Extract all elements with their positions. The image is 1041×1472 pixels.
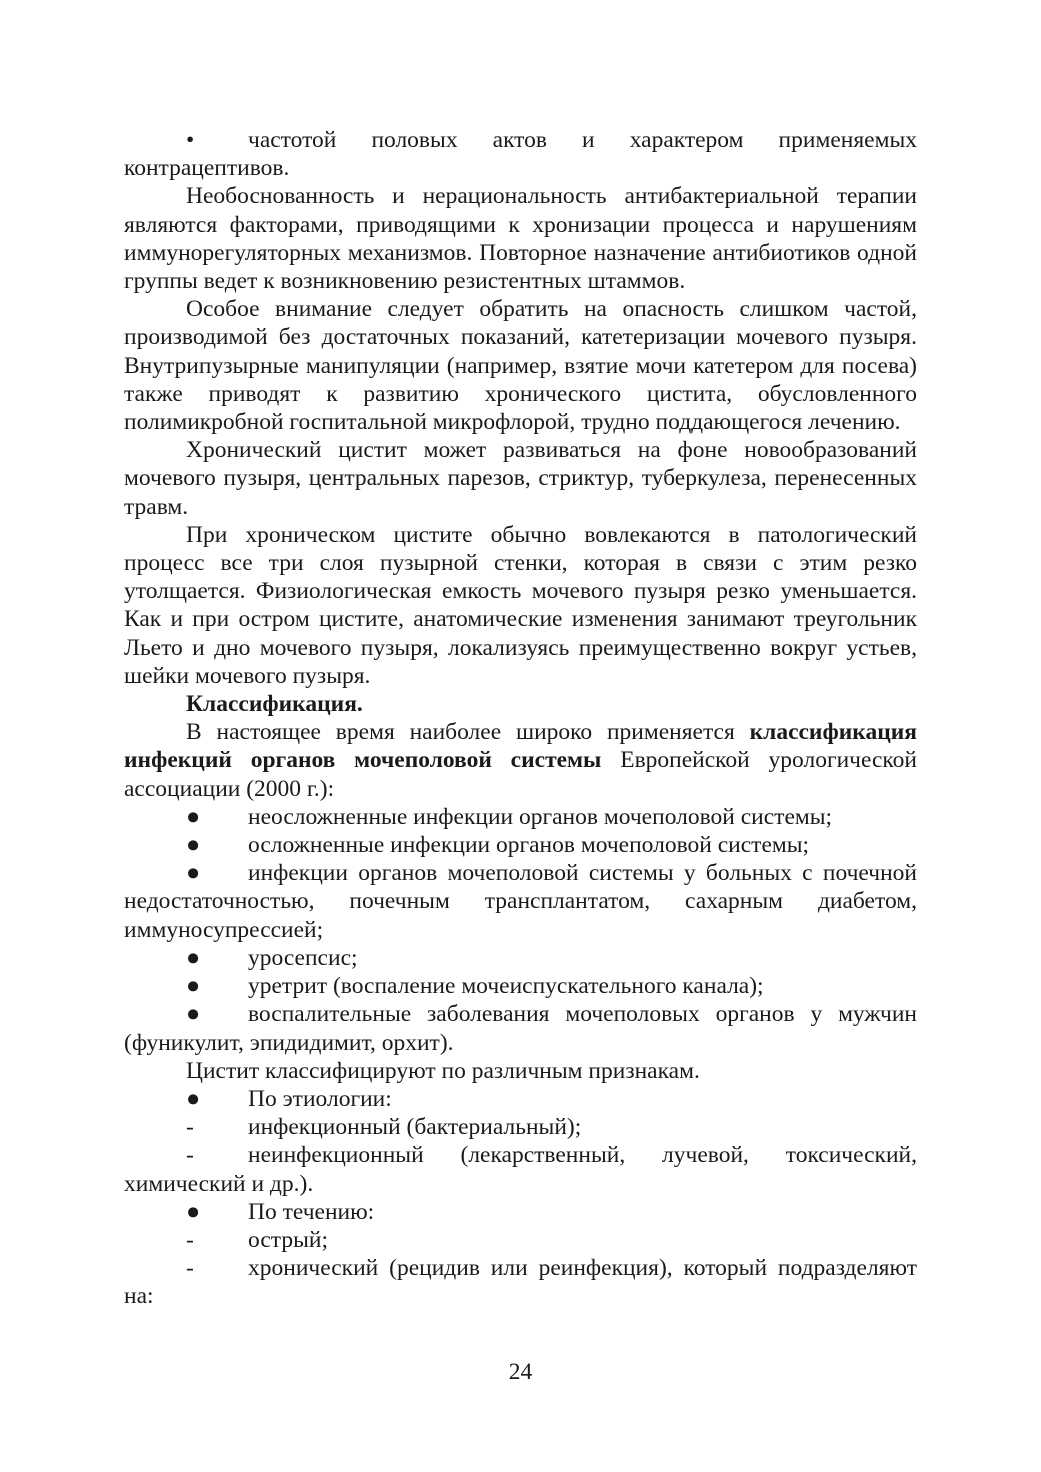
- paragraph-text: В настоящее время наиболее широко применяется: [186, 719, 750, 746]
- dash-item: [124, 1141, 917, 1197]
- dash-text: неинфекционный (лекарственный, лучевой, токсический, химический и др.).: [124, 1142, 917, 1197]
- bullet-item: [124, 972, 917, 1000]
- dash-item: [124, 1254, 917, 1310]
- dash-text: острый;: [248, 1226, 328, 1253]
- paragraph: [124, 718, 917, 803]
- bullet-marker: ●: [186, 1001, 201, 1028]
- bullet-text: воспалительные заболевания мочеполовых органов у мужчин (фуникулит, эпидидимит, орхит).: [124, 1001, 917, 1056]
- bullet-item: [124, 1198, 917, 1226]
- bullet-text: инфекции органов мочеполовой системы у больных с почечной недостаточностью, почечным трансплантатом, сахарным диабетом, иммуносупрессией;: [124, 860, 917, 943]
- document-page: [124, 126, 917, 1311]
- dash-marker: -: [186, 1114, 194, 1141]
- bullet-item: [124, 803, 917, 831]
- bullet-text: неосложненные инфекции органов мочеполовой системы;: [248, 803, 833, 830]
- bullet-marker: ●: [186, 803, 201, 830]
- bullet-marker: ●: [186, 944, 201, 971]
- bullet-marker: •: [186, 127, 195, 153]
- bullet-item: [124, 859, 917, 944]
- bullet-text: По течению:: [248, 1198, 375, 1225]
- paragraph: Необоснованность и нерациональность антибактериальной терапии являются факторами, приводящими к хронизации процесса и нарушениям иммунорегуляторных механизмов. Повторное назначение антибиотиков одной группы ведет к возникновению резистентных штаммов.: [124, 183, 917, 295]
- dash-text: хронический (рецидив или реинфекция), который подразделяют на:: [124, 1255, 917, 1310]
- bullet-text: уретрит (воспаление мочеиспускательного канала);: [248, 973, 764, 1000]
- bold-term: классификация инфекций органов мочеполовой системы: [124, 719, 917, 774]
- bullet-text: По этиологии:: [248, 1085, 392, 1112]
- bullet-text: осложненные инфекции органов мочеполовой системы;: [248, 832, 810, 859]
- dash-text: инфекционный (бактериальный);: [248, 1114, 582, 1141]
- dash-marker: -: [186, 1226, 194, 1253]
- paragraph: При хроническом цистите обычно вовлекаются в патологический процесс все три слоя пузырной стенки, которая в связи с этим резко утолщается. Физиологическая емкость мочевого пузыря резко уменьшается. Как и при остром цистите, анатомические изменения занимают треугольник Льето и дно мочевого пузыря, локализуясь преимущественно вокруг устьев, шейки мочевого пузыря.: [124, 521, 917, 689]
- bullet-marker: ●: [186, 973, 201, 1000]
- bullet-item: [124, 1000, 917, 1056]
- bullet-marker: ●: [186, 1085, 201, 1112]
- paragraph: Хронический цистит может развиваться на фоне новообразований мочевого пузыря, центральных парезов, стриктур, туберкулеза, перенесенных травм.: [124, 437, 917, 520]
- paragraph: Особое внимание следует обратить на опасность слишком частой, производимой без достаточных показаний, катетеризации мочевого пузыря. Внутрипузырные манипуляции (например, взятие мочи катетером для посева) также приводят к развитию хронического цистита, обусловленного полимикробной госпитальной микрофлорой, трудно поддающегося лечению.: [124, 296, 917, 436]
- bullet-item: [124, 944, 917, 972]
- bullet-item: [124, 831, 917, 859]
- bullet-text: частотой половых актов и характером применяемых контрацептивов.: [124, 127, 917, 182]
- paragraph-text: Европейской урологической ассоциации (2000 г.):: [124, 747, 917, 802]
- dash-item: [124, 1113, 917, 1141]
- dash-item: [124, 1226, 917, 1254]
- bullet-item: [124, 126, 917, 182]
- bullet-marker: ●: [186, 832, 201, 859]
- page-number: 24: [508, 1359, 533, 1385]
- dash-marker: -: [186, 1142, 194, 1169]
- dash-marker: -: [186, 1255, 194, 1282]
- section-heading: Классификация.: [186, 691, 363, 718]
- bullet-marker: ●: [186, 860, 201, 887]
- bullet-item: [124, 1085, 917, 1113]
- paragraph: Цистит классифицируют по различным признакам.: [186, 1057, 700, 1084]
- bullet-marker: ●: [186, 1198, 201, 1225]
- bullet-text: уросепсис;: [248, 944, 358, 971]
